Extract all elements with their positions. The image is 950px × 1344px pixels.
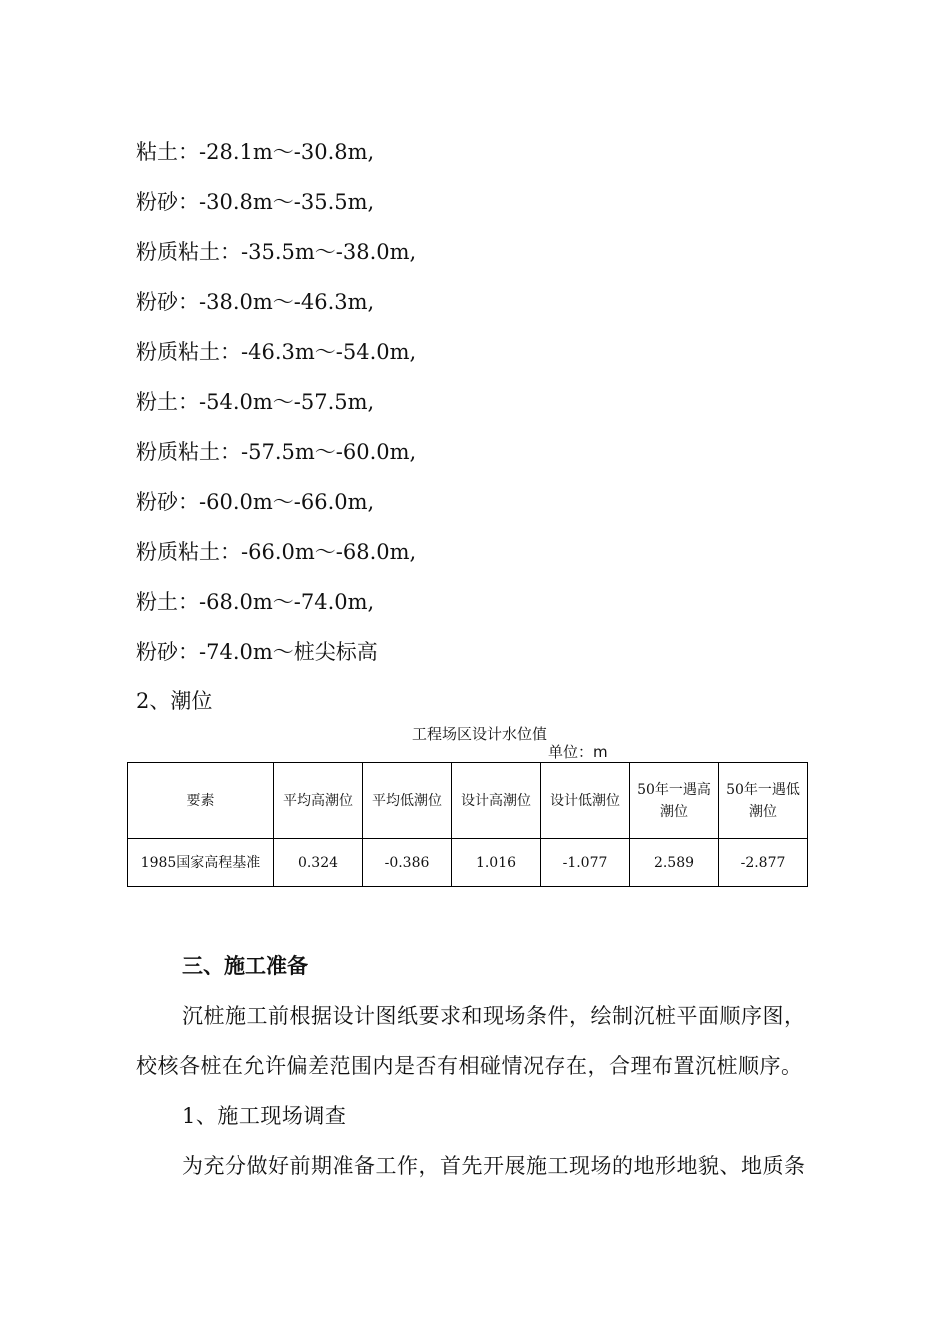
soil-layer-line: 粉质粘土：-66.0m～-68.0m, xyxy=(136,540,417,564)
header-cell: 50年一遇低潮位 xyxy=(719,763,808,839)
soil-layer-line: 粉砂：-60.0m～-66.0m, xyxy=(136,490,375,514)
header-cell: 设计高潮位 xyxy=(452,763,541,839)
header-cell: 设计低潮位 xyxy=(541,763,630,839)
table-row xyxy=(128,839,808,887)
header-cell: 平均高潮位 xyxy=(274,763,363,839)
header-cell: 平均低潮位 xyxy=(363,763,452,839)
soil-layer-line: 粉质粘土：-46.3m～-54.0m, xyxy=(136,340,417,364)
section-heading: 三、施工准备 xyxy=(182,954,308,978)
table-cell: 1985国家高程基准 xyxy=(128,839,274,887)
soil-layer-line: 粉质粘土：-35.5m～-38.0m, xyxy=(136,240,417,264)
table-unit: 单位：m xyxy=(548,743,608,761)
header-cell: 要素 xyxy=(128,763,274,839)
header-cell: 50年一遇高潮位 xyxy=(630,763,719,839)
table-header-row xyxy=(128,763,808,839)
soil-layer-line: 粉砂：-38.0m～-46.3m, xyxy=(136,290,375,314)
soil-layer-line: 粉砂：-30.8m～-35.5m, xyxy=(136,190,375,214)
table-cell: -1.077 xyxy=(541,839,630,887)
soil-layer-line: 粉土：-68.0m～-74.0m, xyxy=(136,590,375,614)
soil-layer-line: 粉土：-54.0m～-57.5m, xyxy=(136,390,375,414)
paragraph-line: 校核各桩在允许偏差范围内是否有相碰情况存在，合理布置沉桩顺序。 xyxy=(136,1054,803,1078)
paragraph-line: 为充分做好前期准备工作，首先开展施工现场的地形地貌、地质条 xyxy=(182,1154,806,1178)
table-cell: 0.324 xyxy=(274,839,363,887)
table-cell: -2.877 xyxy=(719,839,808,887)
subsection-heading: 1、施工现场调查 xyxy=(182,1104,347,1128)
water-level-table xyxy=(127,762,808,887)
table-cell: 1.016 xyxy=(452,839,541,887)
tide-heading: 2、潮位 xyxy=(136,689,213,713)
soil-layer-line: 粘土：-28.1m～-30.8m, xyxy=(136,140,375,164)
soil-layer-line: 粉砂：-74.0m～桩尖标高 xyxy=(136,640,378,664)
table-title: 工程场区设计水位值 xyxy=(412,725,548,743)
paragraph-line: 沉桩施工前根据设计图纸要求和现场条件，绘制沉桩平面顺序图， xyxy=(182,1004,806,1028)
table-cell: 2.589 xyxy=(630,839,719,887)
table-cell: -0.386 xyxy=(363,839,452,887)
soil-layer-line: 粉质粘土：-57.5m～-60.0m, xyxy=(136,440,417,464)
